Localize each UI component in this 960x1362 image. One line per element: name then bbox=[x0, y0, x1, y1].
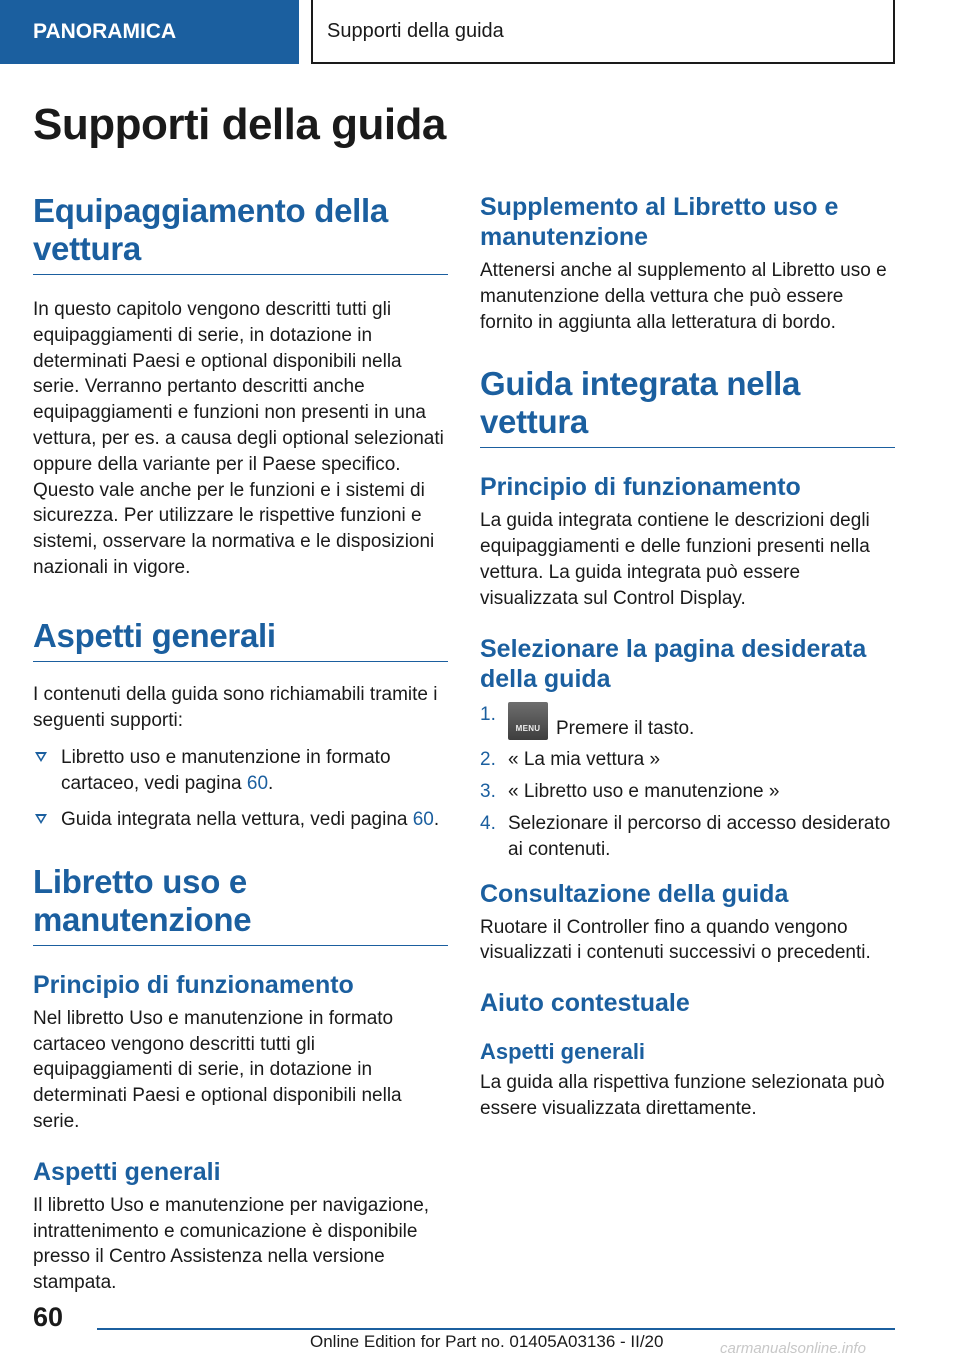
subsection-title-principio: Principio di funzionamento bbox=[33, 970, 354, 999]
paragraph-consultazione: Ruotare il Controller fino a quando vengono visualizzati i contenuti successivi o precedenti. bbox=[480, 916, 871, 964]
step-number: 2. bbox=[480, 749, 496, 771]
list-item-tail: . bbox=[268, 773, 274, 795]
page-title: Supporti della guida bbox=[33, 100, 446, 149]
step-text: Selezionare il percorso di accesso desiderato ai contenuti. bbox=[508, 812, 891, 860]
step-item bbox=[480, 747, 895, 773]
steps-list bbox=[480, 702, 895, 863]
page-link[interactable]: 60 bbox=[412, 808, 434, 830]
subsection-title-principio-right: Principio di funzionamento bbox=[480, 473, 801, 502]
menu-button-label: MENU bbox=[515, 723, 541, 733]
step-number: 1. bbox=[480, 703, 496, 725]
page-link[interactable]: 60 bbox=[246, 773, 269, 795]
step-item bbox=[480, 811, 895, 863]
step-text: « La mia vettura » bbox=[508, 749, 661, 771]
section-tab: PANORAMICA bbox=[0, 0, 299, 64]
support-list bbox=[33, 745, 448, 832]
subsection-title-consultazione: Consultazione della guida bbox=[480, 879, 789, 908]
section-title-equipaggiamento: Equipaggiamento della vettura bbox=[33, 192, 448, 275]
menu-button-icon bbox=[508, 702, 548, 740]
subsection-title-aspetti: Aspetti generali bbox=[33, 1157, 221, 1186]
step-item bbox=[480, 702, 895, 742]
step-text: Premere il tasto. bbox=[556, 717, 695, 739]
paragraph-supplemento: Attenersi anche al supplemento al Libretto uso e manutenzione della vettura che può essere fornito in aggiunta alla letteratura di bordo. bbox=[480, 260, 887, 333]
left-column bbox=[33, 192, 448, 1296]
list-item-text: Libretto uso e manutenzione in formato cartaceo, vedi pagina bbox=[61, 747, 391, 795]
breadcrumb: Supporti della guida bbox=[311, 0, 895, 64]
section-title-guida-integrata: Guida integrata nella vettura bbox=[480, 365, 895, 448]
list-item bbox=[33, 745, 448, 797]
watermark: carmanualsonline.info bbox=[720, 1340, 866, 1357]
right-column bbox=[480, 192, 895, 1122]
paragraph-equipaggiamento: In questo capitolo vengono descritti tutti gli equipaggiamenti di serie, in dotazione in determinati Paesi e optional disponibili nella serie. Verranno pertanto descritti anche equipaggiamenti e funzioni non presenti in una vettura, per es. a causa degli optional selezionati oppure della variante per il Paese specifico. Questo vale anche per le funzioni e i sistemi di sicurezza. Per utilizzare le rispettive funzioni e sistemi, osservare la normativa e le disposizioni nazionali in vigore. bbox=[33, 299, 444, 578]
paragraph-aspetti-generali: I contenuti della guida sono richiamabili tramite i seguenti supporti: bbox=[33, 683, 438, 731]
section-title-aspetti-generali: Aspetti generali bbox=[33, 617, 448, 662]
step-text: « Libretto uso e manutenzione » bbox=[508, 781, 780, 803]
minor-title-aspetti: Aspetti generali bbox=[480, 1039, 646, 1065]
paragraph-principio: Nel libretto Uso e manutenzione in formato cartaceo vengono descritti tutti gli equipaggiamenti di serie, in dotazione in determinati Paesi e optional disponibili nella serie. bbox=[33, 1007, 402, 1132]
list-item-tail: . bbox=[433, 808, 440, 830]
step-number: 3. bbox=[480, 781, 496, 803]
paragraph-principio-right: La guida integrata contiene le descrizioni degli equipaggiamenti e delle funzioni presenti nella vettura. La guida integrata può essere visualizzata sul Control Display. bbox=[480, 510, 870, 609]
step-item bbox=[480, 779, 895, 805]
list-item bbox=[33, 807, 448, 833]
section-title-supplemento: Supplemento al Libretto uso e manutenzione bbox=[480, 193, 839, 251]
paragraph-aiuto: La guida alla rispettiva funzione selezionata può essere visualizzata direttamente. bbox=[480, 1072, 885, 1119]
footer-divider bbox=[97, 1328, 895, 1330]
subsection-title-aiuto: Aiuto contestuale bbox=[480, 989, 690, 1018]
section-title-libretto: Libretto uso e manutenzione bbox=[33, 863, 448, 946]
paragraph-aspetti: Il libretto Uso e manutenzione per navigazione, intrattenimento e comunicazione è disponibile presso il Centro Assistenza nella versione stampata. bbox=[33, 1194, 430, 1294]
subsection-title-selezionare: Selezionare la pagina desiderata della guida bbox=[480, 634, 867, 693]
triangle-bullet-icon bbox=[35, 752, 47, 762]
page-number: 60 bbox=[33, 1302, 64, 1332]
footer-edition: Online Edition for Part no. 01405A03136 - II/20 bbox=[310, 1332, 664, 1351]
list-item-text: Guida integrata nella vettura, vedi pagina bbox=[61, 808, 413, 830]
triangle-bullet-icon bbox=[35, 814, 47, 824]
step-number: 4. bbox=[480, 812, 496, 834]
